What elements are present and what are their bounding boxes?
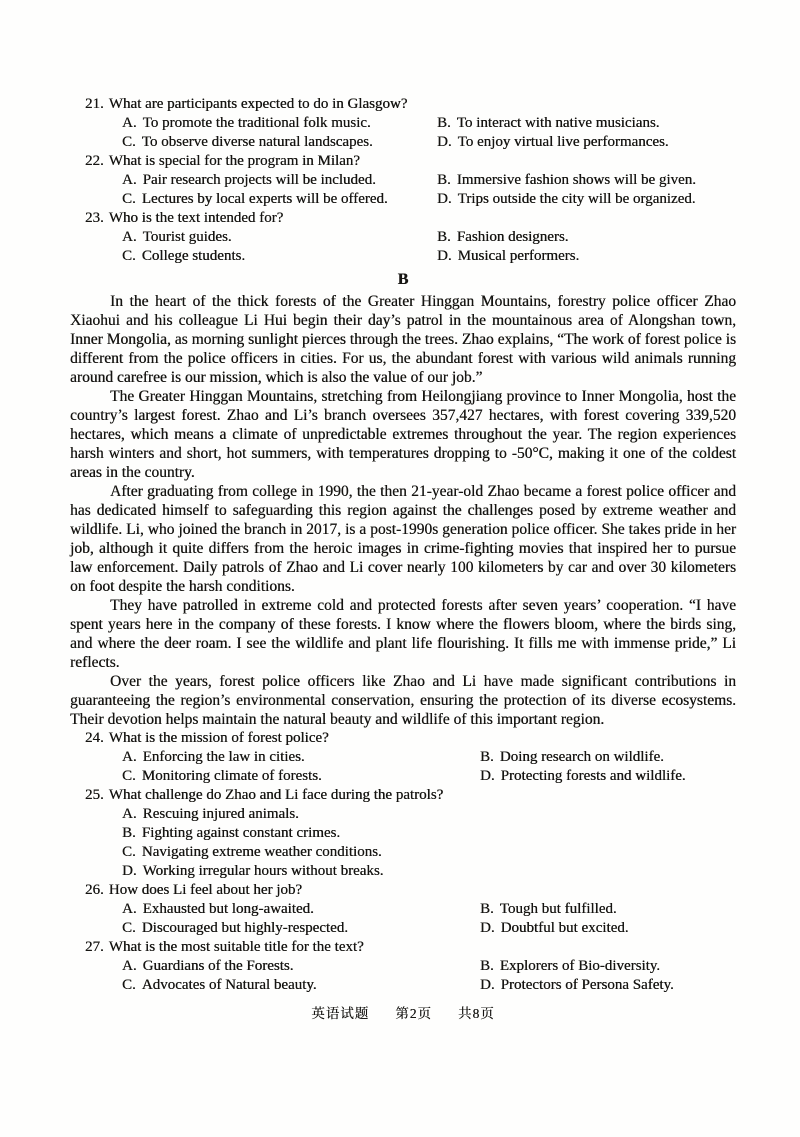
footer-page-number: 第2页 (395, 1006, 432, 1021)
option-22-b: B. Immersive fashion shows will be given. (437, 172, 696, 188)
question-text: How does Li feel about her job? (108, 882, 303, 898)
question-22-stem (70, 152, 736, 171)
option-24-d: D. Protecting forests and wildlife. (480, 768, 686, 784)
passage-paragraph: They have patrolled in extreme cold and protected forests after seven years’ cooperation. “I have spent years here in the company of these forests. I know where the flowers bloom, where the birds sing, and where the deer roam. I see the wildlife and plant life flourishing. It fills me with immense pride,” Li reflects. (70, 597, 736, 671)
option-27-d: D. Protectors of Persona Safety. (480, 977, 674, 993)
question-text: What is the mission of forest police? (108, 730, 329, 746)
option-25-d: D. Working irregular hours without breaks. (122, 863, 384, 879)
section-label: B (397, 271, 409, 288)
question-text: What is special for the program in Milan? (108, 153, 360, 169)
question-25-stem (70, 786, 736, 805)
question-number: 26. (85, 882, 104, 898)
question-text: What are participants expected to do in Glasgow? (108, 96, 408, 112)
question-23 (70, 209, 736, 266)
option-22-a: A. Pair research projects will be included. (122, 172, 376, 188)
question-text: What challenge do Zhao and Li face during the patrols? (108, 787, 444, 803)
passage-paragraph: Over the years, forest police officers like Zhao and Li have made significant contributions in guaranteeing the region’s environmental conservation, ensuring the protection of its diverse ecosystems. Their devotion helps maintain the natural beauty and wildlife of this important region. (70, 673, 736, 728)
option-24-c: C. Monitoring climate of forests. (122, 768, 322, 784)
passage-paragraph: The Greater Hinggan Mountains, stretching from Heilongjiang province to Inner Mongolia, host the country’s largest forest. Zhao and Li’s branch oversees 357,427 hectares, with forest covering 339,520 hectares, which means a climate of unpredictable extremes throughout the year. The region experiences harsh winters and short, hot summers, with temperatures dropping to -50°C, making it one of the coldest areas in the country. (70, 388, 736, 481)
option-26-d: D. Doubtful but excited. (480, 920, 629, 936)
question-text: Who is the text intended for? (108, 210, 284, 226)
footer-exam-title: 英语试题 (311, 1006, 370, 1021)
question-24 (70, 729, 736, 786)
question-27 (70, 938, 736, 995)
reading-passage (70, 292, 736, 729)
question-21 (70, 95, 736, 152)
question-21-stem (70, 95, 736, 114)
question-number: 24. (85, 730, 104, 746)
option-24-a: A. Enforcing the law in cities. (122, 749, 305, 765)
footer-total-pages: 共8页 (458, 1006, 495, 1021)
question-number: 21. (85, 96, 104, 112)
question-number: 23. (85, 210, 104, 226)
page-footer (70, 1002, 736, 1022)
passage-paragraph: After graduating from college in 1990, the then 21-year-old Zhao became a forest police officer and has dedicated himself to safeguarding this region against the challenges posed by extreme weather and wildlife. Li, who joined the branch in 2017, is a post-1990s generation police officer. She takes pride in her job, although it quite differs from the heroic images in crime-fighting movies that inspired her to pursue law enforcement. Daily patrols of Zhao and Li cover nearly 100 kilometers by car and over 30 kilometers on foot despite the harsh conditions. (70, 483, 736, 595)
question-26-stem (70, 881, 736, 900)
question-24-stem (70, 729, 736, 748)
page-content (70, 95, 736, 1022)
option-21-b: B. To interact with native musicians. (437, 115, 660, 131)
question-23-stem (70, 209, 736, 228)
question-number: 22. (85, 153, 104, 169)
option-26-c: C. Discouraged but highly-respected. (122, 920, 348, 936)
question-number: 25. (85, 787, 104, 803)
option-25-b: B. Fighting against constant crimes. (122, 825, 341, 841)
option-24-b: B. Doing research on wildlife. (480, 749, 664, 765)
option-25-c: C. Navigating extreme weather conditions. (122, 844, 382, 860)
passage-paragraph: In the heart of the thick forests of the Greater Hinggan Mountains, forestry police officer Zhao Xiaohui and his colleague Li Hui begin their day’s patrol in the mountainous area of Alongshan town, Inner Mongolia, as morning sunlight pierces through the trees. Zhao explains, “The work of forest police is different from the police officers in cities. For us, the abundant forest with various wild animals running around carefree is our mission, which is also the value of our job.” (70, 293, 736, 386)
option-22-d: D. Trips outside the city will be organized. (437, 191, 696, 207)
option-21-a: A. To promote the traditional folk music. (122, 115, 371, 131)
option-21-c: C. To observe diverse natural landscapes. (122, 134, 373, 150)
question-number: 27. (85, 939, 104, 955)
option-27-c: C. Advocates of Natural beauty. (122, 977, 317, 993)
question-25 (70, 786, 736, 881)
option-23-b: B. Fashion designers. (437, 229, 569, 245)
option-21-d: D. To enjoy virtual live performances. (437, 134, 669, 150)
question-group-24-27 (70, 729, 736, 995)
option-27-a: A. Guardians of the Forests. (122, 958, 294, 974)
question-text: What is the most suitable title for the text? (108, 939, 364, 955)
option-23-c: C. College students. (122, 248, 246, 264)
option-23-d: D. Musical performers. (437, 248, 580, 264)
option-27-b: B. Explorers of Bio-diversity. (480, 958, 661, 974)
question-26 (70, 881, 736, 938)
option-26-a: A. Exhausted but long-awaited. (122, 901, 314, 917)
option-26-b: B. Tough but fulfilled. (480, 901, 617, 917)
question-group-21-23 (70, 95, 736, 266)
question-22 (70, 152, 736, 209)
option-23-a: A. Tourist guides. (122, 229, 232, 245)
question-27-stem (70, 938, 736, 957)
option-25-a: A. Rescuing injured animals. (122, 806, 299, 822)
option-22-c: C. Lectures by local experts will be offered. (122, 191, 388, 207)
